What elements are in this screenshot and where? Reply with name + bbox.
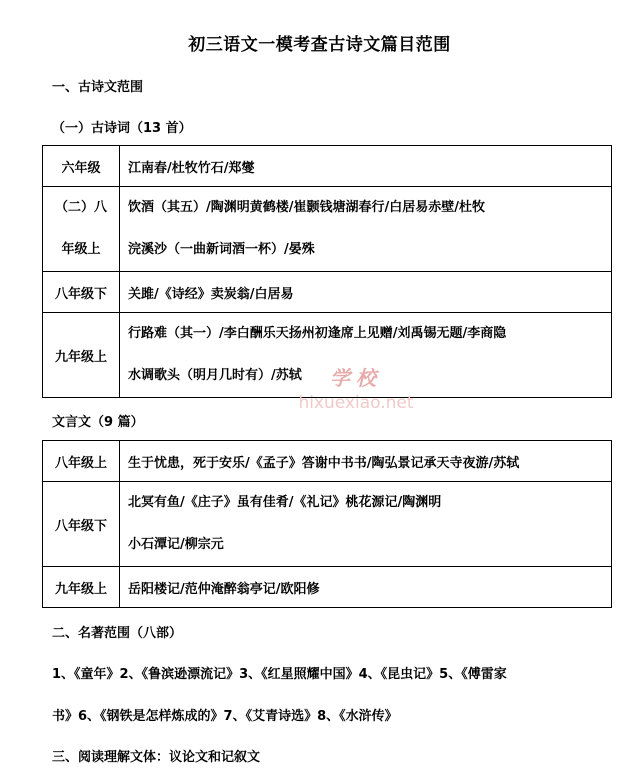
content-line: 江南春/杜牧竹石/郑燮	[128, 160, 255, 176]
content-cell	[120, 313, 612, 398]
section2-heading: 二、名著范围（八部）	[52, 626, 183, 641]
content-line: 饮酒（其五）/陶渊明黄鹤楼/崔颢钱塘湖春行/白居易赤壁/杜牧	[128, 200, 485, 215]
books-line: 1、《童年》2、《鲁滨逊漂流记》3、《红星照耀中国》4、《昆虫记》5、《傅雷家	[52, 667, 507, 682]
table-row	[43, 567, 612, 608]
table-row	[43, 272, 612, 313]
grade-label: （二）八	[54, 200, 107, 215]
grade-label: 八年级下	[54, 286, 107, 302]
prose-table	[42, 440, 612, 608]
grade-label: 九年级上	[54, 349, 107, 365]
content-line: 浣溪沙（一曲新词酒一杯）/晏殊	[128, 242, 315, 257]
content-cell	[120, 441, 612, 482]
content-line: 生于忧患，死于安乐/《孟子》答谢中书书/陶弘景记承天寺夜游/苏轼	[128, 455, 520, 471]
grade-cell	[43, 441, 120, 482]
grade-label: 八年级下	[54, 518, 107, 534]
page-title: 初三语文一模考查古诗文篇目范围	[188, 35, 451, 55]
grade-label: 八年级上	[54, 455, 107, 471]
poetry-heading: （一）古诗词（13 首）	[52, 121, 192, 136]
watermark-logo: 学校	[330, 366, 382, 390]
prose-heading: 文言文（9 篇）	[52, 415, 144, 430]
watermark-url: hixuexiao.net	[298, 393, 414, 413]
poetry-table	[42, 145, 612, 398]
table-row	[43, 187, 612, 272]
content-cell	[120, 482, 612, 567]
content-line: 小石潭记/柳宗元	[128, 537, 224, 552]
grade-cell	[43, 187, 120, 272]
content-cell	[120, 187, 612, 272]
grade-cell	[43, 272, 120, 313]
grade-cell	[43, 567, 120, 608]
content-line: 岳阳楼记/范仲淹醉翁亭记/欧阳修	[128, 581, 320, 597]
content-line: 水调歌头（明月几时有）/苏轼	[128, 368, 302, 383]
grade-cell	[43, 482, 120, 567]
content-cell	[120, 272, 612, 313]
books-line: 书》6、《钢铁是怎样炼成的》7、《艾青诗选》8、《水浒传》	[52, 709, 398, 724]
table-row	[43, 482, 612, 567]
grade-cell	[43, 313, 120, 398]
grade-label: 年级上	[61, 242, 101, 257]
table-row	[43, 146, 612, 187]
table-row	[43, 313, 612, 398]
grade-label: 九年级上	[54, 581, 107, 597]
section3-heading: 三、阅读理解文体：议论文和记叙文	[52, 750, 261, 765]
grade-cell	[43, 146, 120, 187]
table-row	[43, 441, 612, 482]
content-cell	[120, 146, 612, 187]
content-line: 关雎/《诗经》卖炭翁/白居易	[128, 286, 294, 302]
content-line: 北冥有鱼/《庄子》虽有佳肴/《礼记》桃花源记/陶渊明	[128, 495, 442, 510]
section1-heading: 一、古诗文范围	[52, 80, 144, 95]
content-cell	[120, 567, 612, 608]
content-line: 行路难（其一）/李白酬乐天扬州初逢席上见赠/刘禹锡无题/李商隐	[128, 326, 507, 341]
grade-label: 六年级	[61, 160, 101, 176]
